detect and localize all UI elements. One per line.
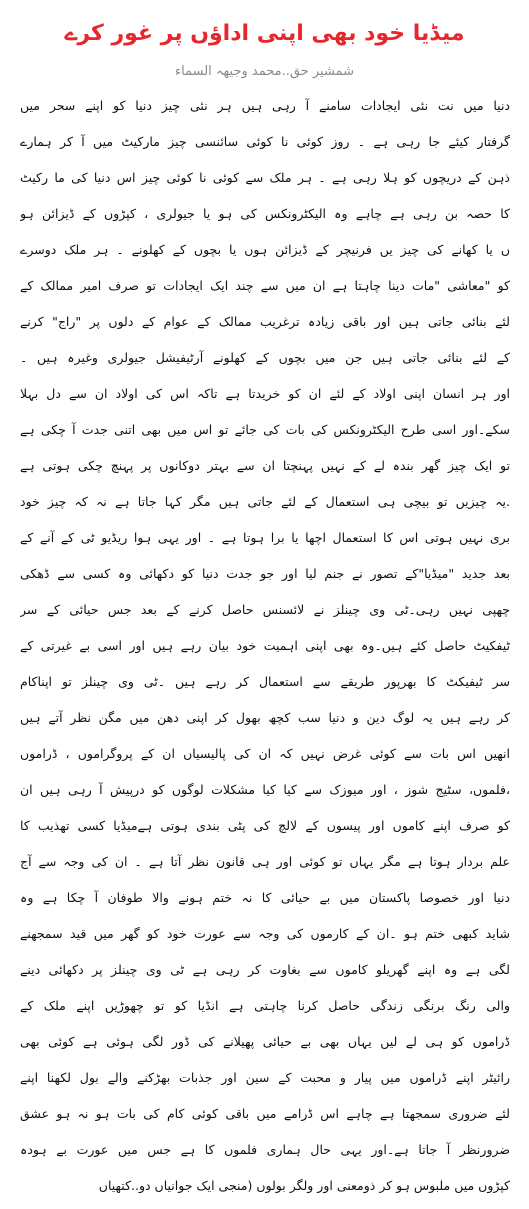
body-line: چھپی نہیں رہی۔ٹی وی چینلز نے لائسنس حاصل کرنے کے بعد جس حیائی کے سر	[20, 602, 510, 617]
body-line: کو "معاشی "مات دینا چاہتا ہے ان میں سے چند ایک ایجادات تو صرف امیر ممالک کے	[20, 278, 510, 293]
body-line: کپڑوں میں ملبوس ہو کر ذومعنی اور ولگر بولوں (منجی ایک جوانیاں دو..کتھیاں	[98, 1178, 510, 1193]
article-body	[20, 88, 510, 1204]
body-line: گرفتار کیئے جا رہی ہے ۔ روز کوئی نا کوئی سائنسی چیز مارکیٹ میں آ کر ہمارے	[20, 134, 510, 149]
body-line: دنیا میں نت نئی ایجادات سامنے آ رہی ہیں ہر نئی چیز دنیا کو اپنے سحر میں	[20, 98, 510, 113]
body-line: بعد جدید "میڈیا"کے تصور نے جنم لیا اور جو جدت دنیا کو دکھائی وہ کسی سے ڈھکی	[20, 566, 510, 581]
body-line: لگی ہے وہ اپنے گھریلو کاموں سے بغاوت کر رہی ہے ٹی وی چینلز پر دکھائی دینے	[20, 962, 510, 977]
body-line: دنیا اور خصوصا پاکستان میں بے حیائی کا نہ ختم ہونے والا طوفان آ چکا ہے وہ	[20, 890, 510, 905]
body-line: بری نہیں ہوتی اس کا استعمال اچھا یا برا ہوتا ہے ۔ اور یہی ہوا ریڈیو ٹی کے آنے کے	[20, 530, 510, 545]
body-line: ذہن کے دریچوں کو ہلا رہی ہے ۔ ہر ملک سے کوئی نا کوئی چیز اس دنیا کی ما رکیٹ	[20, 170, 510, 185]
body-line: علم بردار ہوتا ہے مگر یہاں تو کوئی اور ہی قانون نظر آتا ہے ۔ ان کی وجہ سے آج	[20, 854, 510, 869]
article-title: میڈیا خود بھی اپنی اداؤں پر غور کرے	[64, 21, 465, 46]
body-line: لئے ضروری سمجھتا ہے چاہے اس ڈرامے میں باقی کوئی کام کی بات ہو نہ ہو عشق	[20, 1106, 510, 1121]
body-line: لئے بنائی جاتی ہیں اور باقی زیادہ ترغریب ممالک کے عوام کے دلوں پر "راج" کرنے	[20, 314, 510, 329]
body-line: سر ٹیفیکٹ کا بھرپور طریقے سے استعمال کر رہے ہیں ۔ٹی وی چینلز تو اپناکام	[20, 674, 510, 689]
body-line: ں یا کھانے کی چیز یں فرنیچر کے ڈیزائن ہوں یا بچوں کے کھلونے ۔ ہر ملک دوسرے	[20, 242, 510, 257]
body-line: والی رنگ برنگی زندگی حاصل کرنا چاہتی ہے انڈیا کو تو چھوڑیں اپنے ملک کے	[20, 998, 510, 1013]
body-line: ضرورنظر آ جاتا ہے۔اور یہی حال ہماری فلموں کا ہے جس میں عورت بے ہودہ	[20, 1142, 510, 1157]
body-line: رائیٹر اپنے ڈراموں میں پیار و محبت کے سین اور جذبات بھڑکنے والے بول لکھنا اپنے	[20, 1070, 510, 1085]
body-line: اور ہر انسان اپنی اولاد کے لئے ان کو خریدتا ہے تاکہ اس کی اولاد ان سے دل بہلا	[20, 386, 510, 401]
body-line: کا حصہ بن رہی ہے چاہے وہ الیکٹرونکس کی ہو یا جیولری ، کپڑوں کے ڈیزائن ہو	[20, 206, 510, 221]
body-line: ٹیفکیٹ حاصل کئے ہیں۔وہ بھی اپنی اہمیت خود بیان رہے ہیں اور اسی بے غیرتی کے	[20, 638, 510, 653]
body-line: کر رہے ہیں یہ لوگ دین و دنیا سب کچھ بھول کر اپنی دھن میں مگن نظر آتے ہیں	[20, 710, 510, 725]
body-line: ڈراموں کو ہی لے لیں یہاں بھی بے حیائی پھیلانے کی ڈور لگی ہوئی ہے کوئی بھی	[20, 1034, 510, 1049]
body-line: کو صرف اپنے کاموں اور پیسوں کے لالچ کی پٹی بندی ہوتی ہےمیڈیا کسی تھذیب کا	[20, 818, 510, 833]
body-line: انھیں اس بات سے کوئی غرض نہیں کہ ان کی پالیسیاں ان کے پروگراموں ، ڈراموں	[20, 746, 510, 761]
body-line: کے لئے بنائی جاتی ہیں جن میں بچوں کے کھلونے آرٹیفیشل جیولری وغیرہ ہیں ۔	[20, 350, 510, 365]
body-line: ،فلموں، سٹیج شوز ، اور میوزک سے کیا کیا مشکلات لوگوں کو درپیش آ رہی ہیں ان	[20, 782, 510, 797]
author-byline: شمشیر حق..محمد وجیھہ السماء	[175, 64, 354, 79]
body-line: شاید کبھی ختم ہو ۔ان کے کارموں کی وجہ سے عورت خود کو گھر میں قید سمجھنے	[20, 926, 510, 941]
body-line: سکے۔اور اسی طرح الیکٹرونکس کی بات کی جائے تو اس میں بھی اتنی جدت آ چکی ہے	[20, 422, 510, 437]
body-line: تو ایک چیز گھر بندہ لے کے نہیں پہنچتا ان سے بہتر دوکانوں پر پہنچ چکی ہوتی ہے	[20, 458, 510, 473]
body-line: .یہ چیزیں تو بیچی ہی استعمال کے لئے جاتی ہیں مگر کہا جاتا ہے نہ کہ چیز خود	[20, 494, 510, 509]
